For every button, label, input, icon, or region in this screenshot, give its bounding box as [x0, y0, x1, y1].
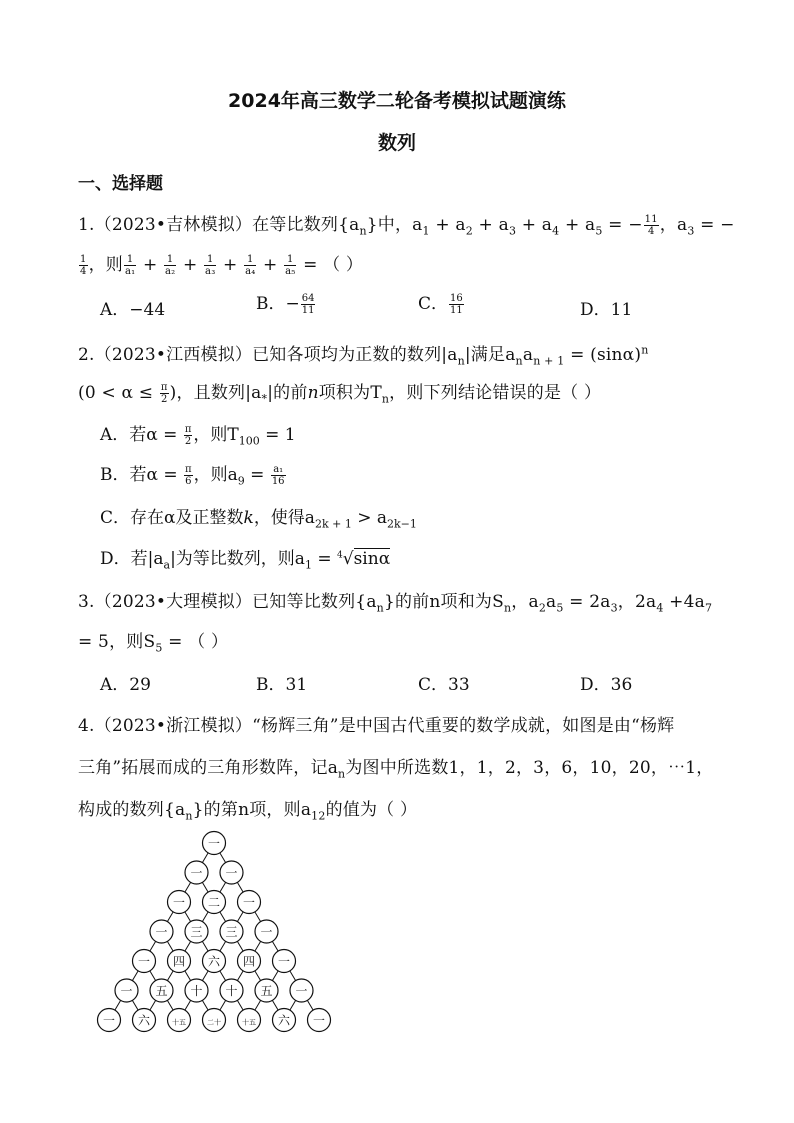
fraction: $\frac{11}{4}$: [644, 214, 658, 237]
triangle-node-label: 二十: [207, 1018, 221, 1027]
q3-option-d[interactable]: D．36: [580, 675, 633, 695]
triangle-node-label: 十: [190, 984, 203, 998]
triangle-node-label: 一: [242, 895, 256, 910]
triangle-node-label: 一: [120, 984, 133, 998]
triangle-node-label: 三: [225, 925, 238, 939]
q1-option-d[interactable]: D．11: [580, 300, 633, 320]
triangle-node-label: 六: [137, 1013, 151, 1028]
triangle-node-label: 三: [190, 925, 203, 939]
q2-option-c[interactable]: C．存在α及正整数k，使得$a_{2k + 1} > a_{2k-1}$: [100, 508, 417, 531]
question-2-stem: 2.（2023•江西模拟）已知各项均为正数的数列$|a_n|$满足$a_na_{n + 1} = (\sin\alpha)^n$: [78, 343, 649, 368]
triangle-node-label: 二: [207, 895, 221, 910]
q1-option-c[interactable]: C． $\frac{16}{11}$: [418, 293, 463, 316]
triangle-node-label: 四: [172, 954, 186, 969]
triangle-node-label: 一: [172, 895, 186, 910]
question-1-stem: 1.（2023•吉林模拟）在等比数列$\{a_n\}$中，$a_1 + a_2 + a_3 + a_4 + a_5$ = − $\frac{11}{4}$ ，$a_3$ = −: [78, 214, 735, 238]
triangle-node-label: 六: [207, 954, 221, 969]
question-1-stem-line2: $\frac{1}{4}$ ，则 $\frac{1}{\text{a₁}}$ + $\frac{1}{\text{a₂}}$ + $\frac{1}{\text{a₃}}$ + $\frac{1}{\text{a₄}}$ + $\frac{1}{\text{a₅}}$ = （ ）: [80, 254, 364, 277]
question-4-stem-line2: 三角”拓展而成的三角形数阵，记$a_n$为图中所选数1，1，2，3，6，10，20，⋯1，: [78, 758, 714, 781]
question-4-stem: 4.（2023•浙江模拟）“杨辉三角”是中国古代重要的数学成就，如图是由“杨辉: [78, 716, 675, 736]
q1-option-b[interactable]: B．− $\frac{64}{11}$: [256, 293, 315, 316]
triangle-node-label: 十: [225, 984, 238, 998]
triangle-node-label: 十五: [242, 1018, 256, 1027]
q3-option-a[interactable]: A．29: [100, 675, 151, 695]
question-2-stem-line2: (0 < α ≤ $\frac{\pi}{2}$ )，且数列$|a_*|$的前n项积为$T_n$，则下列结论错误的是（ ）: [78, 382, 602, 406]
question-3-stem-line2: = 5，则$S_5$ = （ ）: [78, 632, 229, 655]
section-heading: 一、选择题: [78, 174, 163, 194]
q1-option-a[interactable]: A．−44: [100, 300, 166, 320]
triangle-node-label: 一: [277, 954, 291, 969]
q2-option-b[interactable]: B．若α = $\frac{\pi}{6}$ ，则$a_9$ = $\frac{\text{a₁}}{16}$: [100, 464, 285, 488]
q3-option-b[interactable]: B．31: [256, 675, 308, 695]
triangle-node-label: 一: [260, 925, 273, 939]
triangle-node-label: 一: [225, 866, 238, 880]
q2-option-a[interactable]: A．若α = $\frac{\pi}{2}$ ，则$T_{100} = 1$: [100, 424, 296, 448]
triangle-node-label: 一: [137, 954, 151, 969]
triangle-node-label: 一: [207, 836, 221, 851]
triangle-node-label: 一: [155, 925, 168, 939]
q3-option-c[interactable]: C．33: [418, 675, 470, 695]
triangle-node-label: 六: [277, 1013, 291, 1028]
triangle-node-label: 一: [295, 984, 308, 998]
page-subtitle: 数列: [377, 132, 416, 154]
triangle-node-label: 一: [102, 1013, 116, 1028]
yanghui-triangle-figure: [90, 825, 340, 1035]
triangle-node-label: 一: [312, 1013, 326, 1028]
question-4-stem-line3: 构成的数列$\{a_n\}$的第n项，则$a_{12}$的值为（ ）: [78, 800, 418, 823]
triangle-node-label: 十五: [172, 1018, 186, 1027]
triangle-node-label: 五: [260, 984, 273, 998]
question-3-stem: 3.（2023•大理模拟）已知等比数列$\{a_n\}$的前n项和为$S_n$，$a_2a_5 = 2a_3$，$2a_4 +4a_7$: [78, 592, 713, 615]
q2-option-d[interactable]: D．若$|a_a|$为等比数列，则$a_1 = ^4√\sin\alpha$: [100, 549, 391, 572]
triangle-node-label: 四: [242, 954, 256, 969]
triangle-node-label: 五: [155, 984, 168, 998]
page-title: 2024年高三数学二轮备考模拟试题演练: [228, 90, 566, 112]
triangle-node-label: 一: [190, 866, 203, 880]
